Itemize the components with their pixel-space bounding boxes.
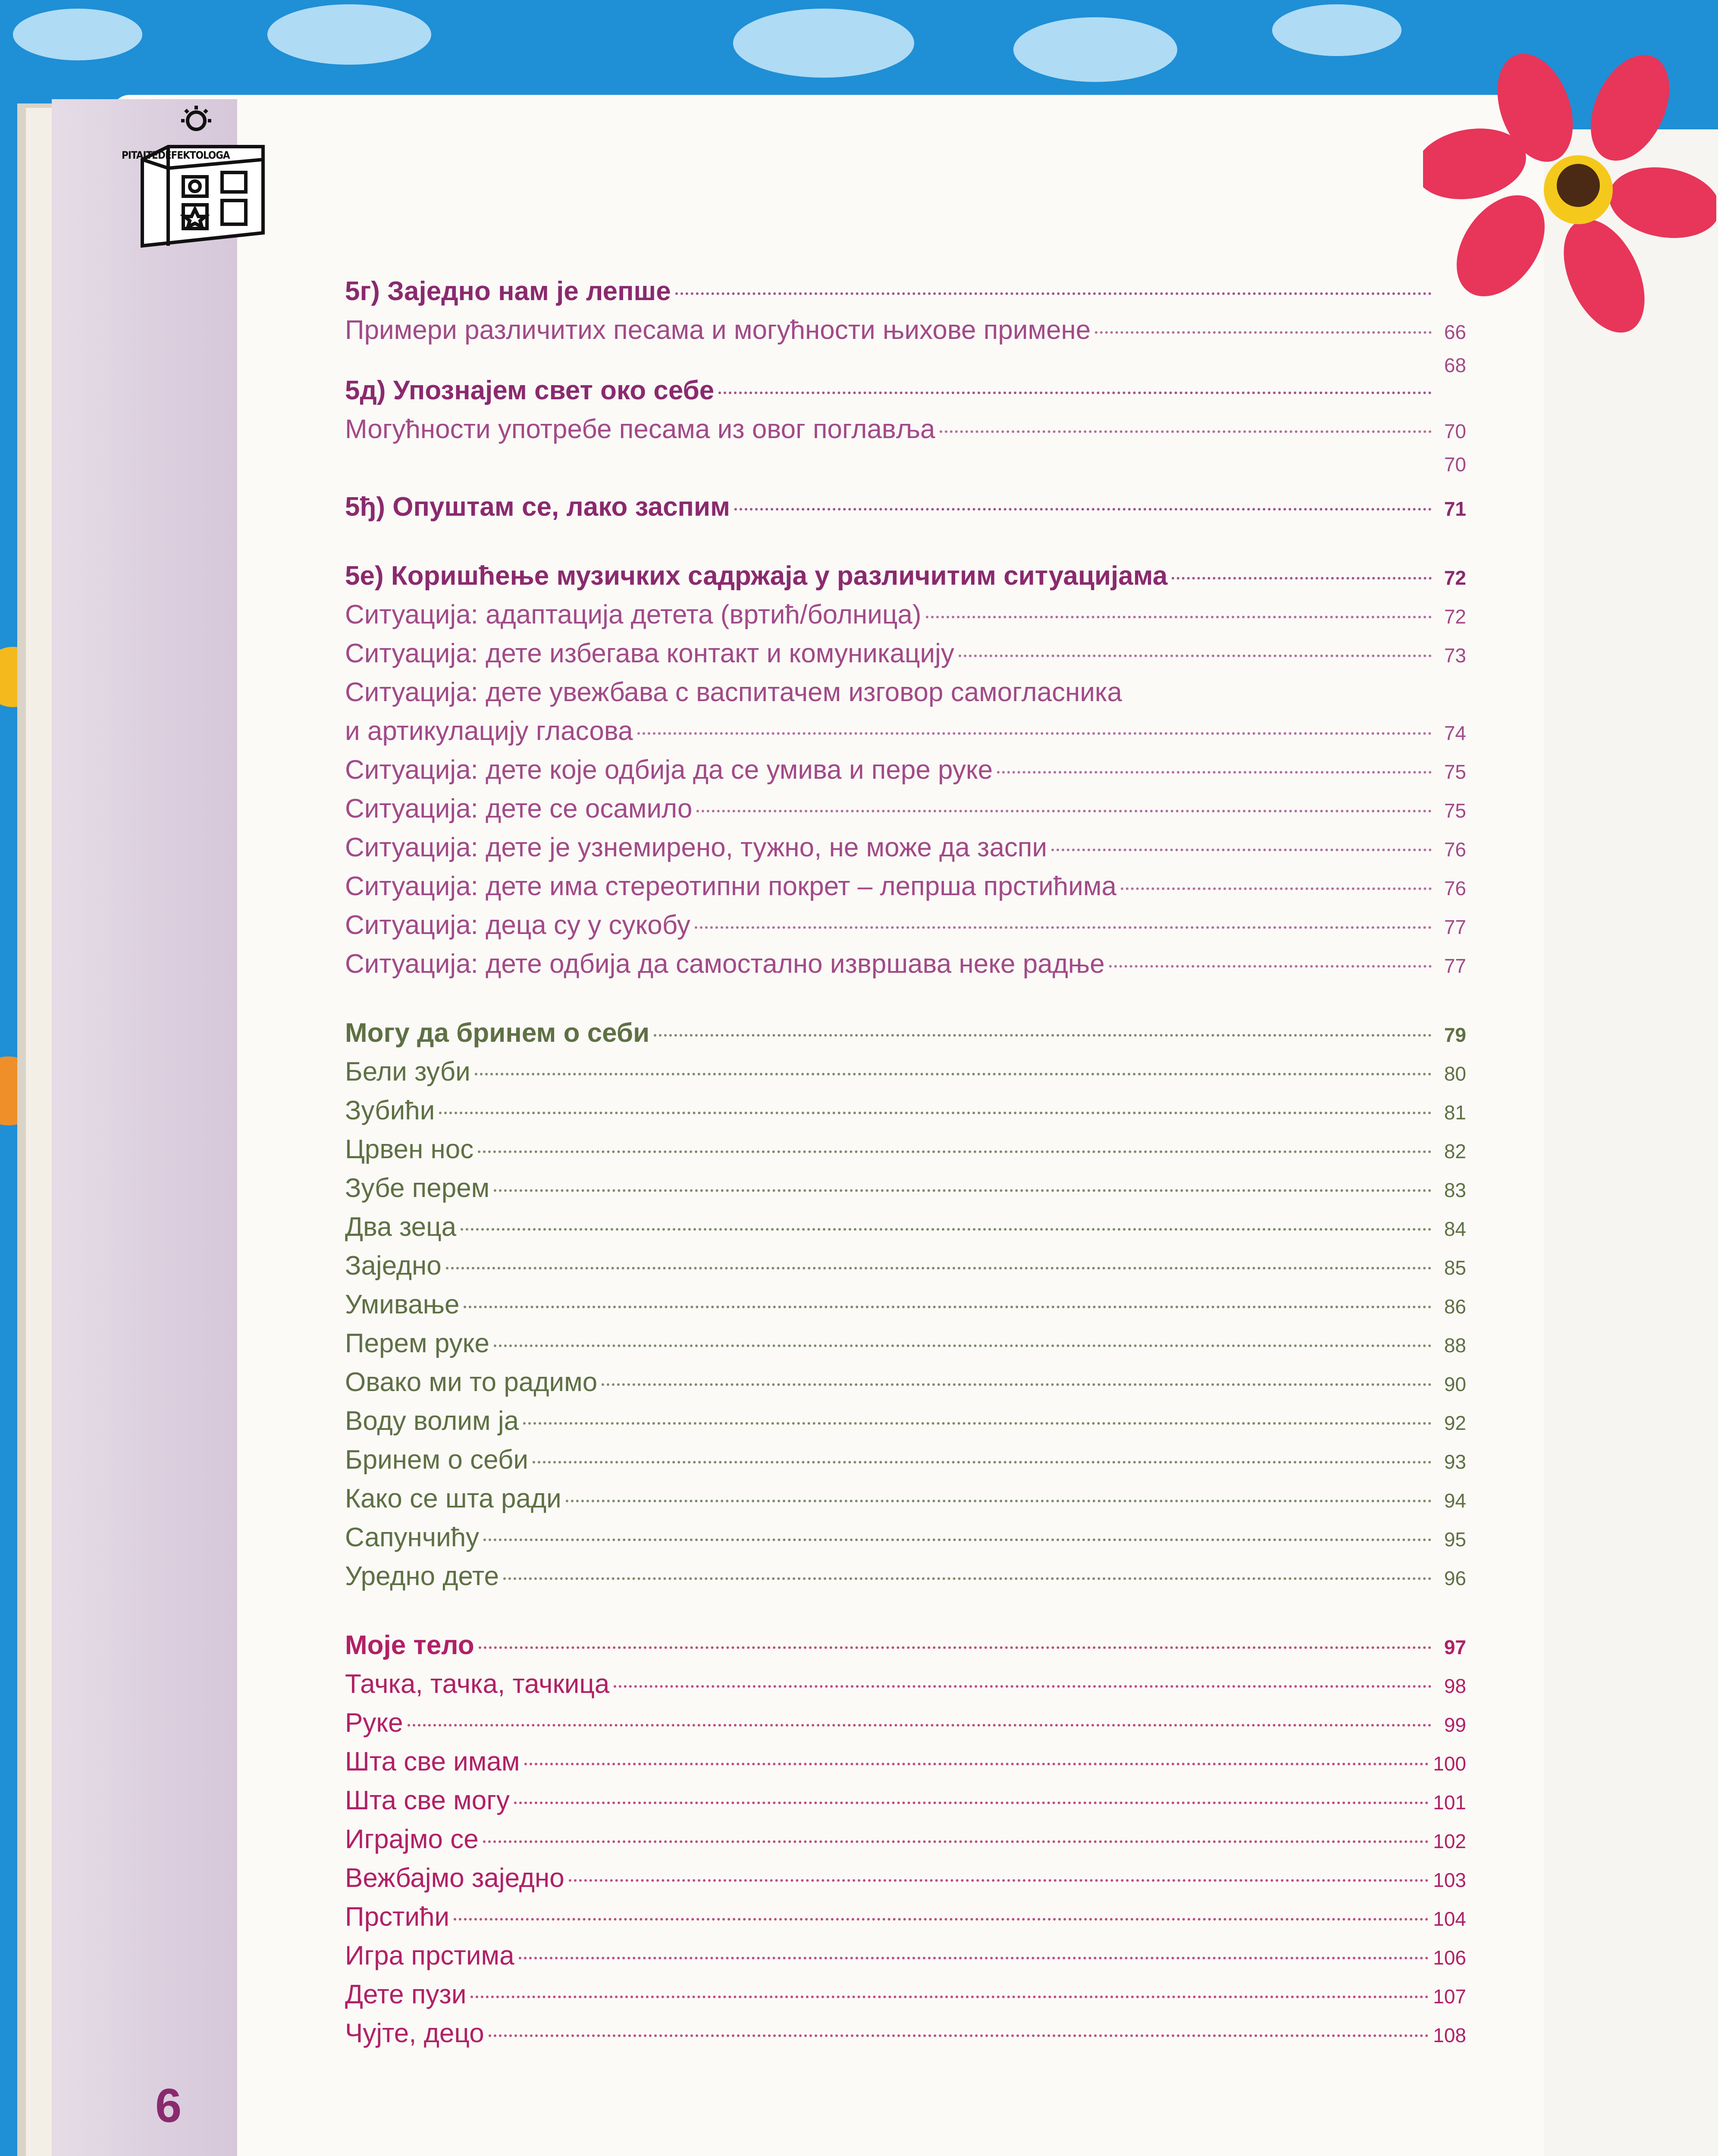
toc-leader (1095, 331, 1432, 334)
toc-entry-title: Овако ми то радимо (345, 1367, 598, 1397)
toc-entry (345, 716, 1466, 755)
toc-leader (479, 1646, 1432, 1649)
toc-entry-title: Игра прстима (345, 1941, 514, 1971)
toc-entry (345, 871, 1466, 910)
toc-entry (345, 793, 1466, 832)
toc-entry (345, 453, 1466, 474)
toc-entry (345, 2018, 1466, 2057)
toc-leader (439, 1112, 1432, 1114)
toc-entry-page: 74 (1444, 722, 1466, 744)
toc-entry (345, 276, 1466, 315)
toc-entry-page: 80 (1444, 1062, 1466, 1085)
toc-entry-page: 82 (1444, 1140, 1466, 1163)
toc-leader (470, 1996, 1429, 1998)
logo-text: PITAJTEDEFEKTOLOGA (122, 149, 230, 161)
toc-entry-page: 70 (1444, 453, 1466, 476)
toc-entry-page: 106 (1433, 1946, 1466, 1969)
toc-entry-title: Шта све имам (345, 1747, 520, 1777)
toc-entry-title: 5ђ) Опуштам се, лако заспим (345, 492, 730, 522)
toc-entry (345, 354, 1466, 375)
toc-entry-page: 97 (1444, 1636, 1466, 1658)
toc-leader (523, 1422, 1432, 1425)
toc-entry-page: 76 (1444, 877, 1466, 899)
toc-leader (1109, 965, 1432, 968)
toc-entry-page: 88 (1444, 1334, 1466, 1357)
toc-entry-page: 95 (1444, 1528, 1466, 1551)
toc-entry (345, 1561, 1466, 1600)
toc-entry-page: 72 (1444, 567, 1466, 589)
toc-entry-title: Заједно (345, 1251, 442, 1281)
toc-leader (695, 926, 1432, 929)
toc-entry-title: Тачка, тачка, тачкица (345, 1669, 610, 1699)
toc-entry-page: 93 (1444, 1451, 1466, 1473)
toc-entry-title: 5е) Коришћење музичких садржаја у различитим ситуацијама (345, 561, 1168, 591)
toc-leader (734, 508, 1432, 511)
toc-entry-title: Црвен нос (345, 1134, 474, 1164)
toc-entry (345, 755, 1466, 793)
toc-entry-page: 92 (1444, 1412, 1466, 1434)
toc-entry-page: 76 (1444, 838, 1466, 861)
toc-entry-title: Ситуација: дете има стереотипни покрет – лепрша прстићима (345, 871, 1116, 901)
toc-entry-title: Ситуација: адаптација детета (вртић/болница) (345, 600, 922, 630)
toc-entry-page: 68 (1444, 354, 1466, 376)
toc-entry-title: Зубе перем (345, 1173, 490, 1203)
toc-entry-page: 70 (1444, 420, 1466, 442)
toc-entry-page: 71 (1444, 498, 1466, 520)
flower-decoration (1423, 47, 1716, 349)
toc-leader (503, 1577, 1432, 1580)
toc-leader (675, 292, 1432, 295)
toc-entry-page: 72 (1444, 605, 1466, 628)
toc-entry-title: Умивање (345, 1290, 460, 1319)
toc-entry-title: Прстићи (345, 1902, 450, 1932)
toc-entry-page: 101 (1433, 1791, 1466, 1814)
toc-leader (602, 1383, 1432, 1386)
toc-entry-title: Уредно дете (345, 1561, 499, 1591)
table-of-contents (345, 276, 1466, 2057)
toc-leader (1172, 577, 1432, 580)
toc-entry-title: Ситуација: дете одбија да самостално извршава неке радње (345, 949, 1105, 979)
toc-entry-title: 5г) Заједно нам је лепше (345, 276, 671, 306)
toc-leader (1121, 887, 1432, 890)
logo-icon (121, 103, 285, 259)
toc-entry (345, 1018, 1466, 1056)
toc-leader (718, 392, 1432, 394)
toc-entry-title: Како се шта ради (345, 1484, 561, 1514)
toc-entry-title: Ситуација: дете је узнемирено, тужно, не може да заспи (345, 833, 1047, 862)
toc-entry (345, 1824, 1466, 1863)
toc-entry (345, 1445, 1466, 1483)
toc-entry (345, 832, 1466, 871)
toc-entry (345, 599, 1466, 638)
toc-entry-page: 75 (1444, 799, 1466, 822)
toc-leader (614, 1685, 1432, 1688)
toc-leader (654, 1034, 1432, 1037)
toc-entry (345, 315, 1466, 354)
toc-entry (345, 1708, 1466, 1746)
toc-entry (345, 1173, 1466, 1212)
toc-entry-title: Шта све могу (345, 1786, 510, 1815)
toc-entry (345, 1095, 1466, 1134)
toc-entry (345, 1902, 1466, 1940)
toc-leader (478, 1150, 1432, 1153)
toc-entry-title: Ситуација: дете које одбија да се умива и пере руке (345, 755, 993, 785)
toc-leader (514, 1802, 1429, 1804)
toc-entry-title: Чујте, децо (345, 2018, 484, 2048)
toc-leader (1051, 849, 1432, 851)
toc-leader (489, 2034, 1429, 2037)
toc-entry-title: Моје тело (345, 1630, 474, 1660)
toc-entry-page: 98 (1444, 1675, 1466, 1697)
toc-entry (345, 1212, 1466, 1250)
toc-entry-page: 102 (1433, 1830, 1466, 1852)
toc-entry-title: Вежбајмо заједно (345, 1863, 564, 1893)
toc-leader (408, 1724, 1432, 1727)
toc-entry-page: 86 (1444, 1295, 1466, 1318)
toc-leader (494, 1189, 1432, 1192)
toc-entry-page: 77 (1444, 916, 1466, 938)
toc-entry-page: 79 (1444, 1024, 1466, 1046)
toc-entry-title: и артикулацију гласова (345, 716, 633, 746)
toc-leader (997, 771, 1432, 774)
toc-leader (533, 1461, 1432, 1463)
toc-entry-page: 75 (1444, 761, 1466, 783)
toc-leader (475, 1073, 1432, 1075)
toc-leader (926, 616, 1432, 618)
toc-entry-title: Ситуација: деца су у сукобу (345, 910, 690, 940)
toc-entry (345, 1406, 1466, 1445)
toc-entry (345, 414, 1466, 453)
toc-entry (345, 375, 1466, 414)
toc-entry-title: Ситуација: дете избегава контакт и комуникацију (345, 639, 954, 668)
toc-entry (345, 1289, 1466, 1328)
side-band (52, 99, 237, 2156)
toc-entry (345, 1483, 1466, 1522)
toc-entry-page: 104 (1433, 1908, 1466, 1930)
toc-leader (454, 1918, 1429, 1921)
toc-entry (345, 910, 1466, 949)
toc-entry (345, 1863, 1466, 1902)
toc-leader (446, 1267, 1432, 1269)
toc-entry-page: 77 (1444, 955, 1466, 977)
toc-leader (483, 1840, 1429, 1843)
toc-entry-title: Могу да бринем о себи (345, 1018, 650, 1048)
toc-entry-page: 81 (1444, 1101, 1466, 1124)
toc-entry (345, 1979, 1466, 2018)
toc-leader (461, 1228, 1432, 1231)
toc-entry-title: Сапунчићу (345, 1523, 480, 1552)
toc-entry-title: Руке (345, 1708, 403, 1738)
toc-entry (345, 1522, 1466, 1561)
toc-entry (345, 1669, 1466, 1708)
toc-entry (345, 492, 1466, 530)
toc-entry-page: 84 (1444, 1218, 1466, 1240)
toc-entry-title: Дете пузи (345, 1980, 467, 2009)
toc-leader (940, 430, 1432, 433)
toc-leader (566, 1500, 1432, 1502)
toc-entry-title: Бринем о себи (345, 1445, 529, 1475)
toc-entry (345, 1367, 1466, 1406)
toc-entry-page: 73 (1444, 644, 1466, 667)
toc-entry-page: 107 (1433, 1985, 1466, 2008)
page-number: 6 (155, 2079, 182, 2132)
toc-entry-title: Воду волим ја (345, 1406, 519, 1436)
toc-leader (464, 1306, 1432, 1308)
toc-leader (637, 732, 1432, 735)
toc-entry-page: 103 (1433, 1869, 1466, 1891)
toc-entry-page: 108 (1433, 2024, 1466, 2046)
toc-entry-title: Играјмо се (345, 1824, 479, 1854)
toc-leader (494, 1344, 1432, 1347)
toc-leader (519, 1957, 1429, 1959)
toc-leader (959, 655, 1432, 657)
toc-entry (345, 949, 1466, 987)
toc-leader (483, 1539, 1432, 1541)
toc-entry-page: 83 (1444, 1179, 1466, 1201)
toc-entry (345, 1250, 1466, 1289)
toc-entry-page: 96 (1444, 1567, 1466, 1589)
toc-entry (345, 1630, 1466, 1669)
toc-entry (345, 561, 1466, 599)
toc-entry-title: Ситуација: дете се осамило (345, 794, 693, 824)
toc-entry-title: Два зеца (345, 1212, 457, 1242)
toc-entry (345, 1746, 1466, 1785)
toc-entry (345, 677, 1466, 716)
toc-entry-title: Бели зуби (345, 1057, 470, 1087)
toc-entry-page: 99 (1444, 1714, 1466, 1736)
toc-entry-title: Примери различитих песама и могућности њихове примене (345, 315, 1091, 345)
toc-entry-page: 94 (1444, 1489, 1466, 1512)
toc-entry (345, 638, 1466, 677)
toc-entry (345, 1056, 1466, 1095)
toc-leader (696, 810, 1432, 812)
toc-entry-page: 90 (1444, 1373, 1466, 1395)
toc-entry (345, 1328, 1466, 1367)
toc-leader (569, 1879, 1429, 1882)
toc-entry-page: 100 (1433, 1752, 1466, 1775)
toc-entry (345, 1940, 1466, 1979)
toc-entry (345, 1785, 1466, 1824)
toc-entry-title: 5д) Упознајем свет око себе (345, 376, 715, 405)
toc-entry-title: Могућности употребе песама из овог поглавља (345, 414, 935, 444)
toc-entry-page: 85 (1444, 1257, 1466, 1279)
toc-entry (345, 1134, 1466, 1173)
right-page (1522, 129, 1718, 2156)
toc-leader (524, 1763, 1429, 1765)
toc-entry-page: 66 (1444, 321, 1466, 343)
toc-entry-title: Зубићи (345, 1096, 435, 1125)
toc-entry-title: Перем руке (345, 1329, 489, 1358)
toc-entry-title: Ситуација: дете увежбава с васпитачем изговор самогласника (345, 677, 1122, 707)
